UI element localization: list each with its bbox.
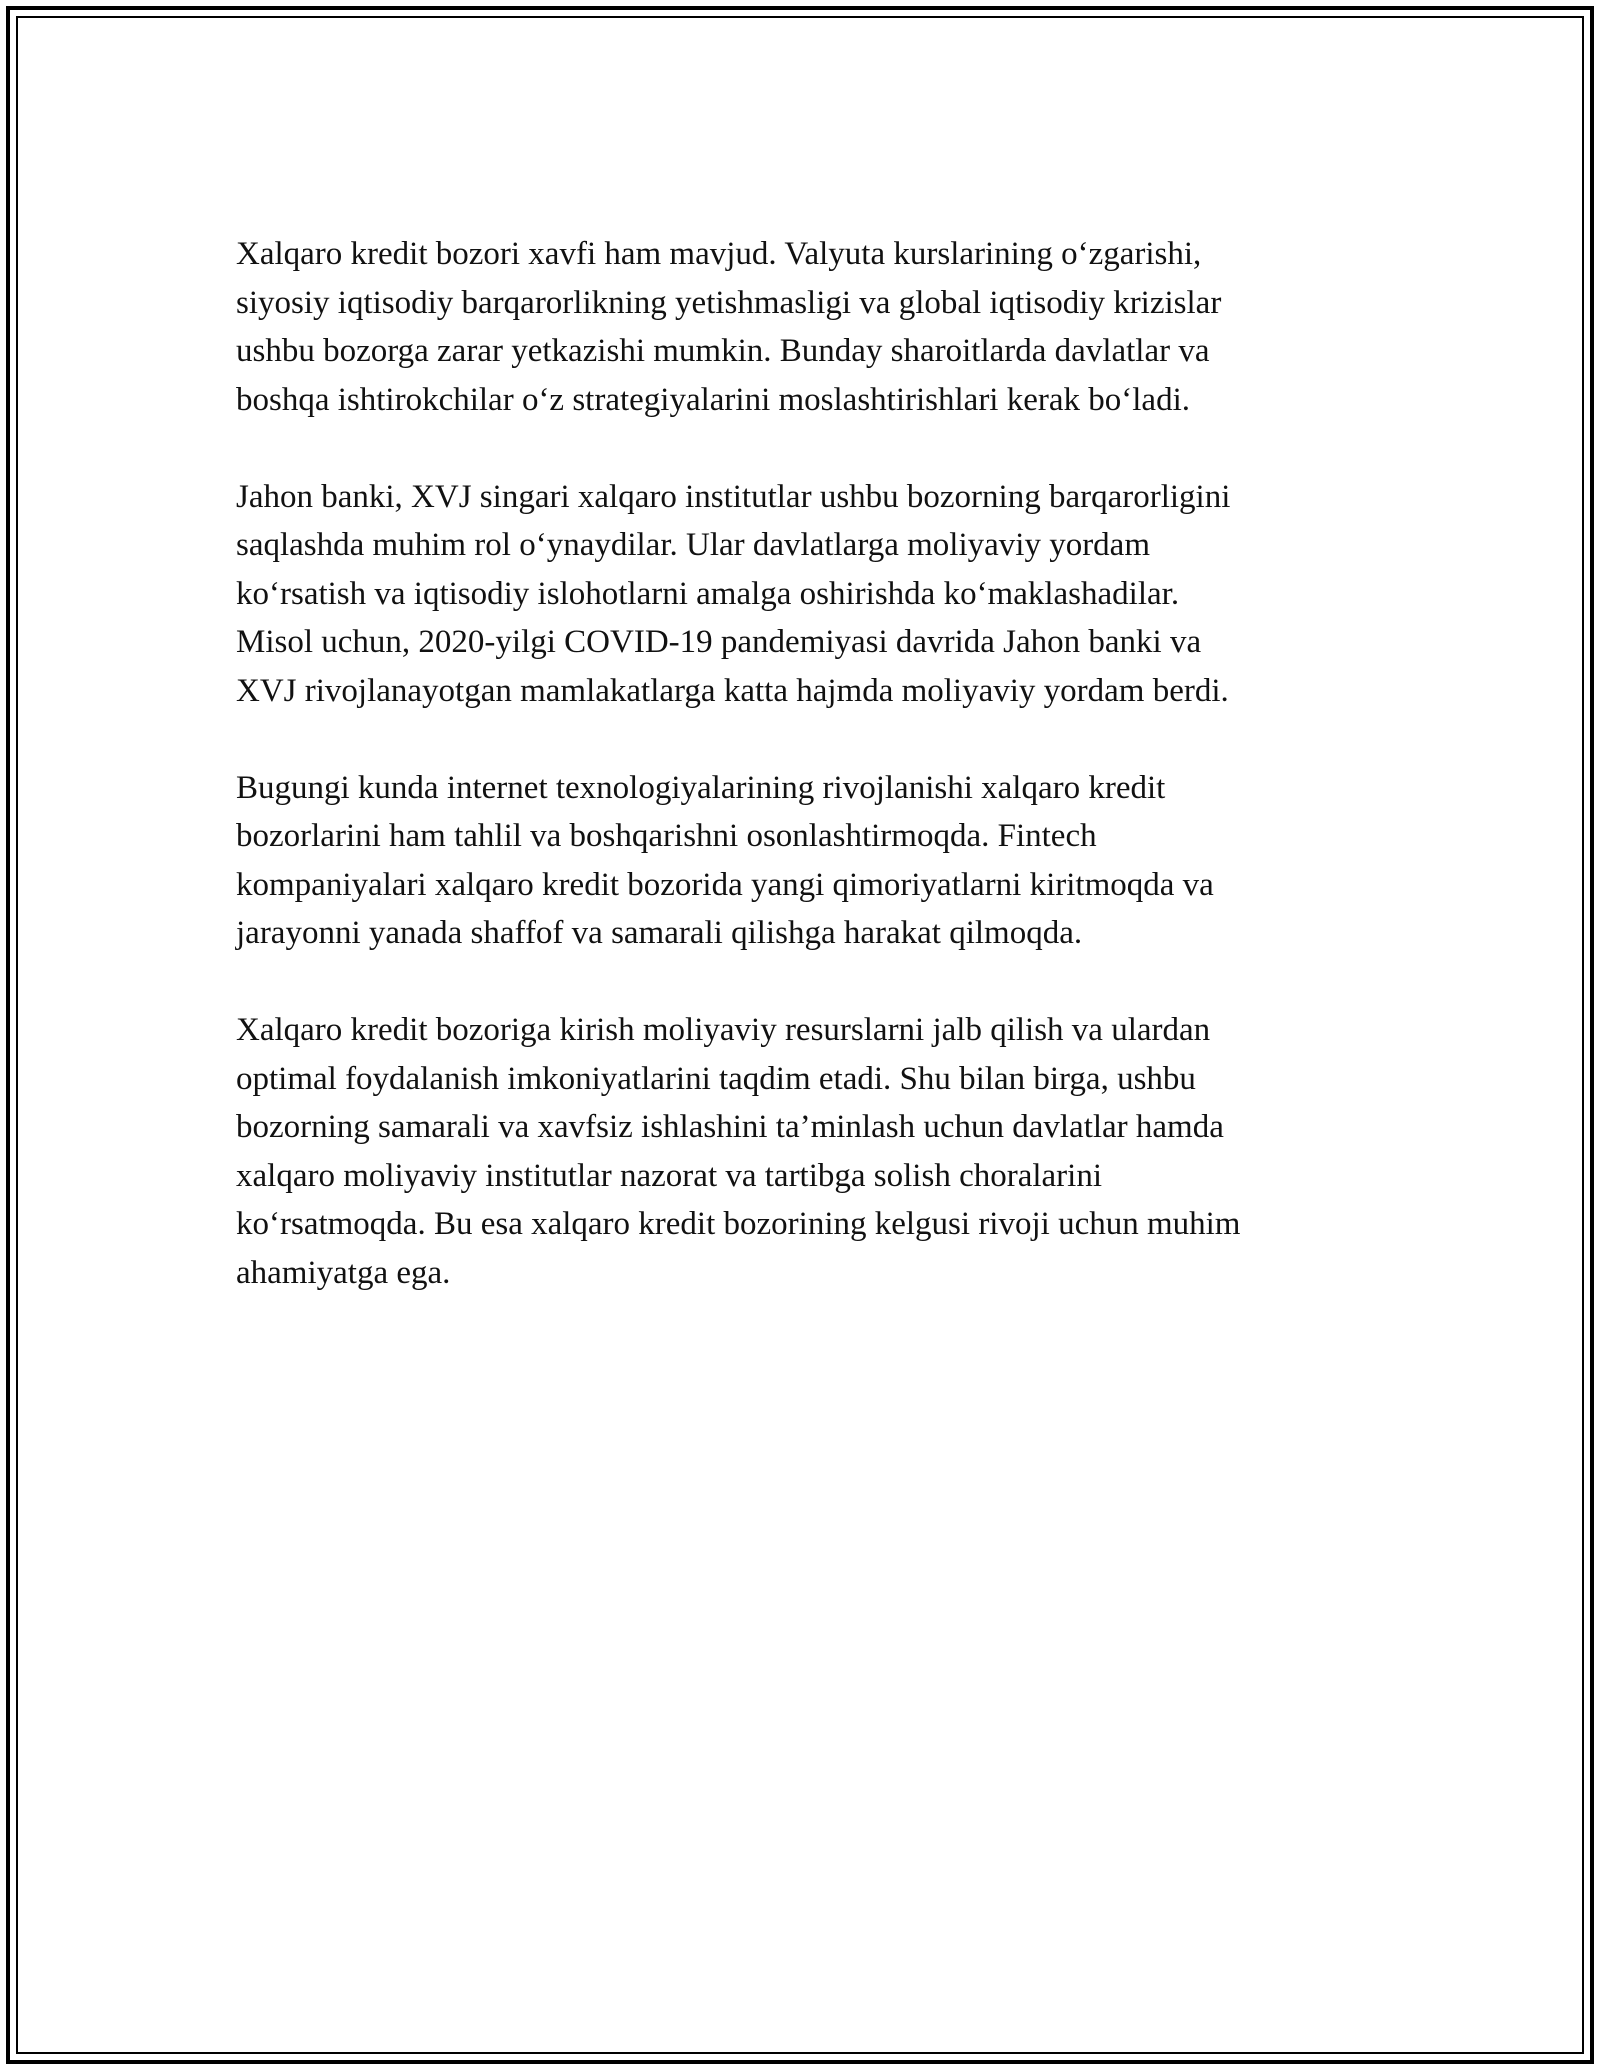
text-line: Xalqaro kredit bozoriga kirish moliyaviy resurslarni jalb qilish va ulardan	[236, 1012, 1211, 1048]
text-line: ko‘rsatish va iqtisodiy islohotlarni amalga oshirishda ko‘maklashadilar.	[236, 575, 1180, 612]
text-line: kompaniyalari xalqaro kredit bozorida yangi qimoriyatlarni kiritmoqda va	[236, 866, 1214, 903]
paragraph-2	[236, 473, 1366, 716]
text-line: bozorlarini ham tahlil va boshqarishni osonlashtirmoqda. Fintech	[236, 818, 1097, 854]
document-body	[236, 230, 1366, 1346]
paragraph-3	[236, 764, 1366, 958]
text-line: boshqa ishtirokchilar o‘z strategiyalarini moslashtirishlari kerak bo‘ladi.	[236, 381, 1190, 418]
text-line: Bugungi kunda internet texnologiyalarining rivojlanishi xalqaro kredit	[236, 769, 1166, 806]
text-line: ahamiyatga ega.	[236, 1254, 451, 1291]
text-line: saqlashda muhim rol o‘ynaydilar. Ular davlatlarga moliyaviy yordam	[236, 527, 1150, 563]
text-line: bozorning samarali va xavfsiz ishlashini ta’minlash uchun davlatlar hamda	[236, 1109, 1224, 1145]
text-line: siyosiy iqtisodiy barqarorlikning yetishmasligi va global iqtisodiy krizislar	[236, 284, 1222, 321]
paragraph-1	[236, 230, 1366, 424]
text-line: XVJ rivojlanayotgan mamlakatlarga katta hajmda moliyaviy yordam berdi.	[236, 672, 1229, 709]
paragraph-4	[236, 1006, 1366, 1297]
text-line: Misol uchun, 2020-yilgi COVID-19 pandemiyasi davrida Jahon banki va	[236, 624, 1202, 660]
text-line: ushbu bozorga zarar yetkazishi mumkin. Bunday sharoitlarda davlatlar va	[236, 333, 1210, 369]
text-line: optimal foydalanish imkoniyatlarini taqdim etadi. Shu bilan birga, ushbu	[236, 1060, 1196, 1097]
text-line: ko‘rsatmoqda. Bu esa xalqaro kredit bozorining kelgusi rivoji uchun muhim	[236, 1206, 1241, 1242]
text-line: xalqaro moliyaviy institutlar nazorat va tartibga solish choralarini	[236, 1157, 1102, 1194]
text-line: Jahon banki, XVJ singari xalqaro institutlar ushbu bozorning barqarorligini	[236, 478, 1231, 515]
text-line: jarayonni yanada shaffof va samarali qilishga harakat qilmoqda.	[236, 915, 1083, 951]
text-line: Xalqaro kredit bozori xavfi ham mavjud. Valyuta kurslarining o‘zgarishi,	[236, 236, 1202, 272]
